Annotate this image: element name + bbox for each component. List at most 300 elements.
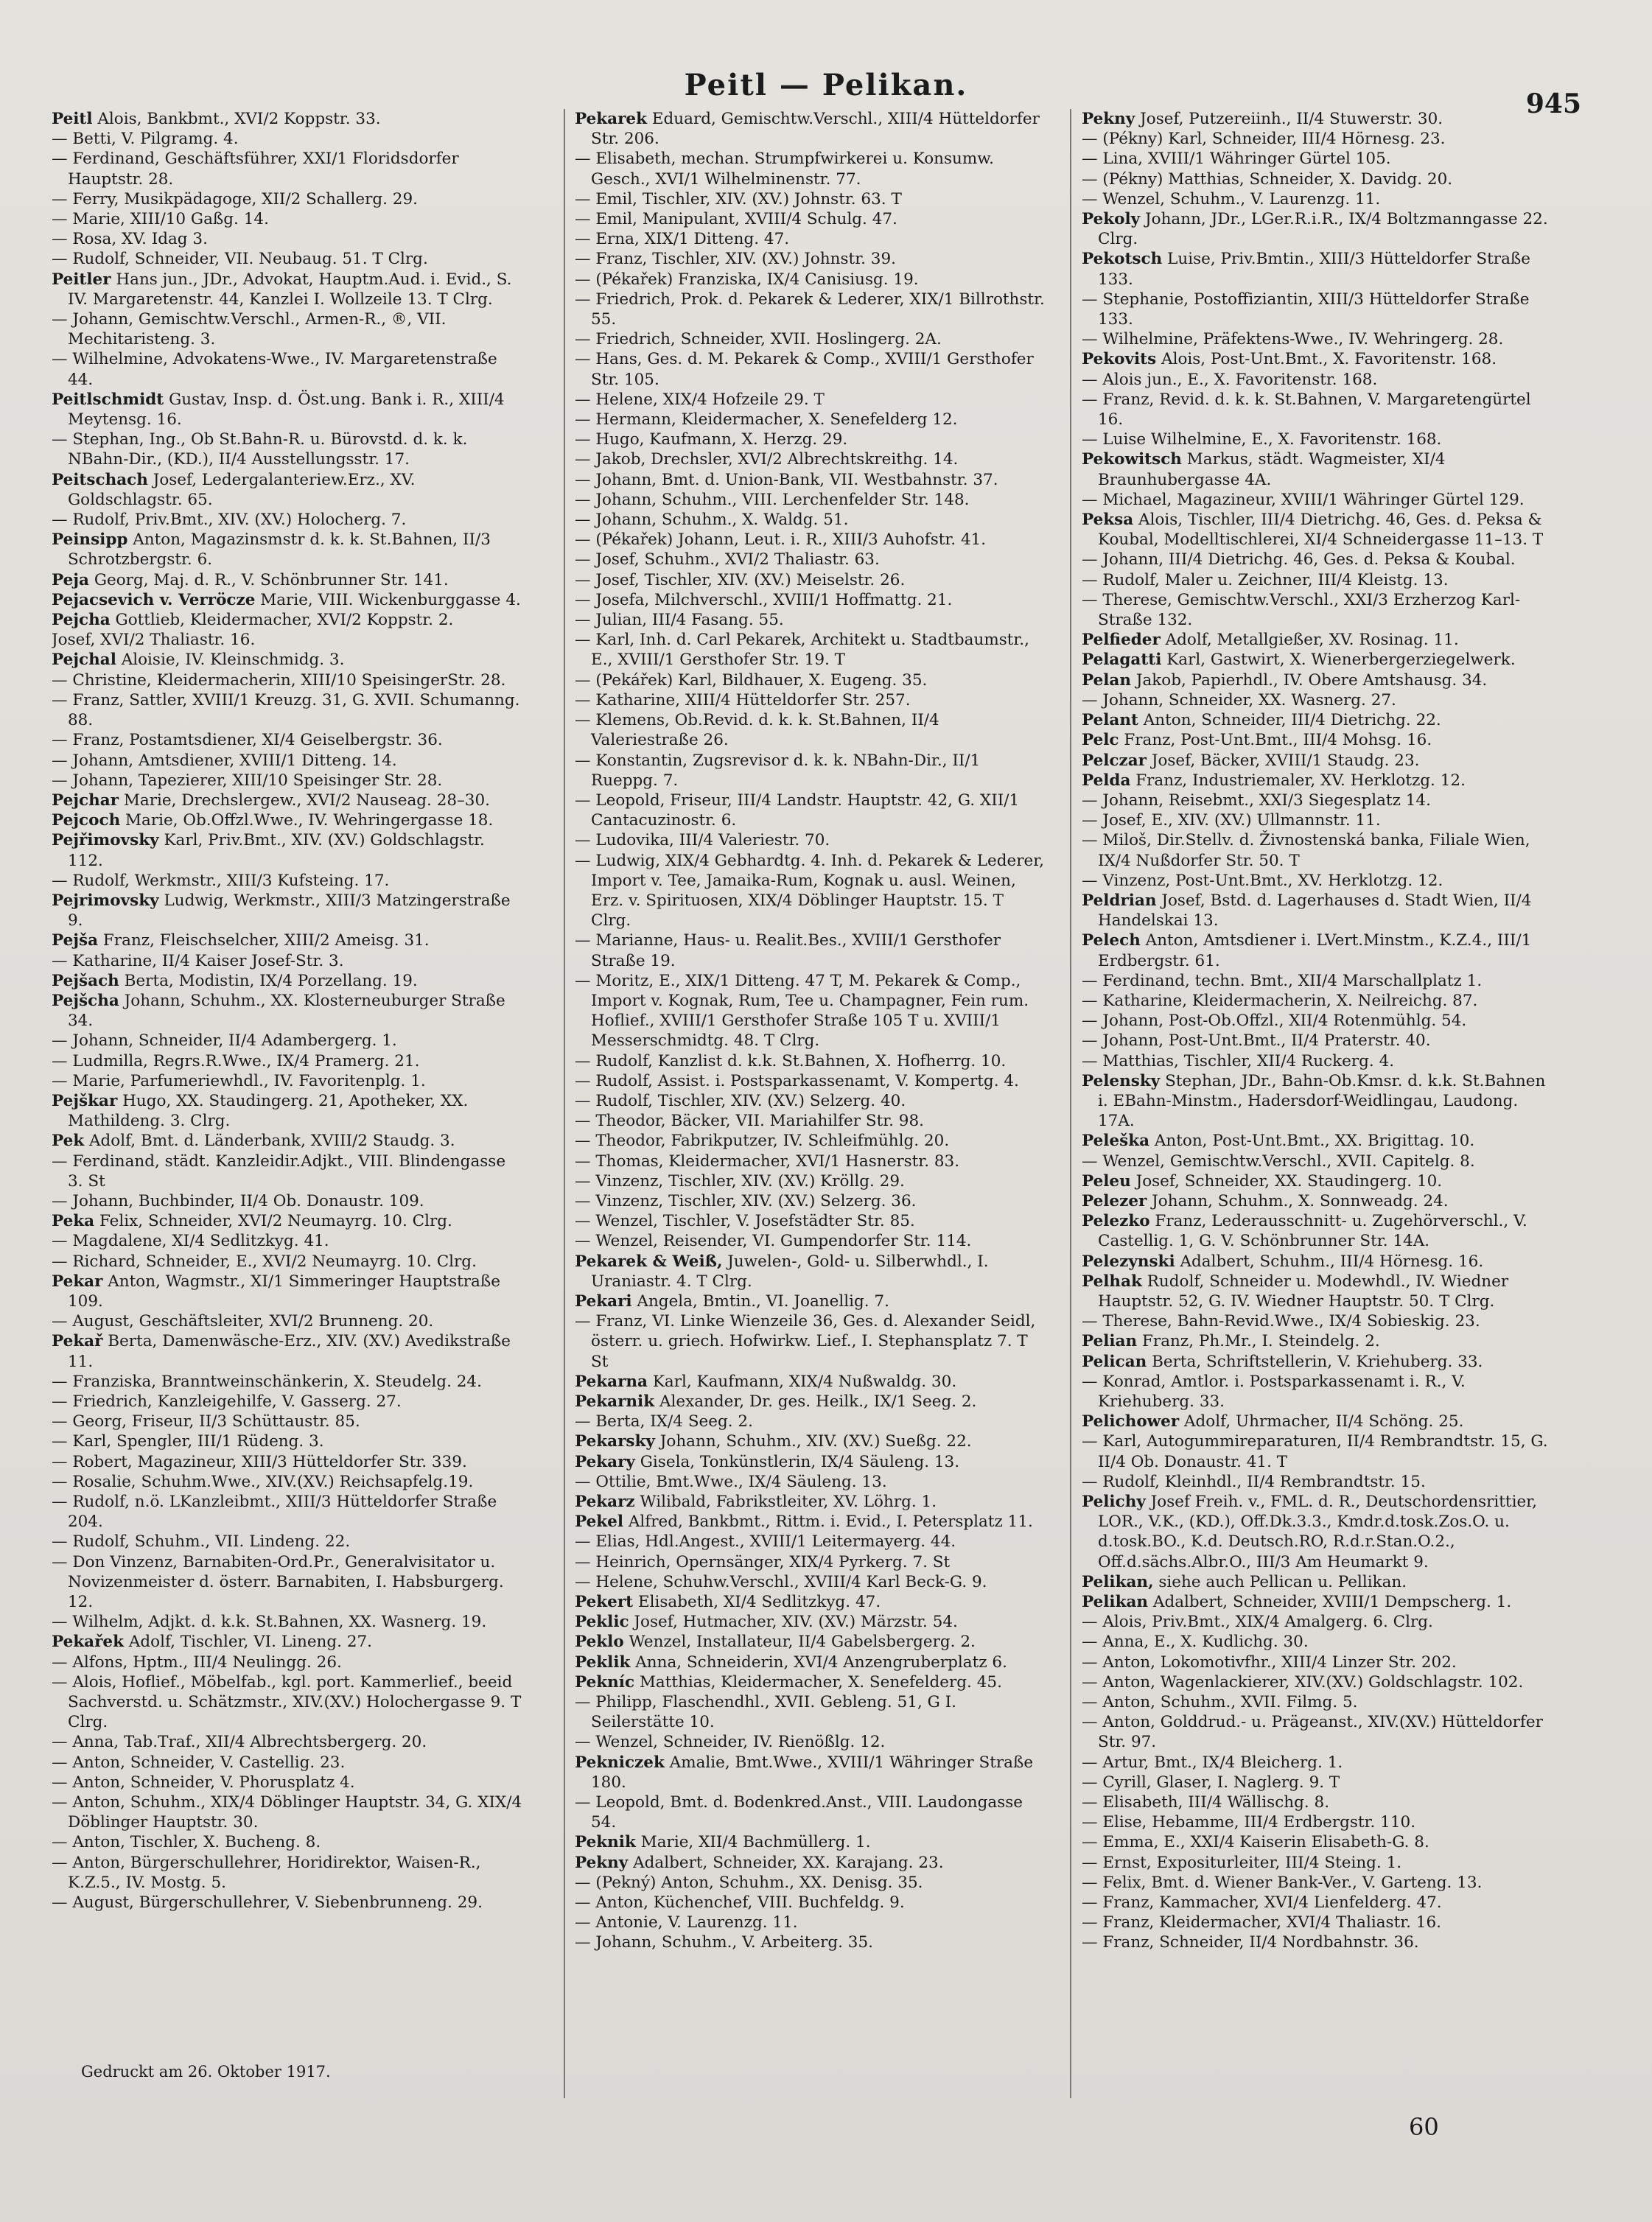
directory-entry (1082, 1272, 1555, 1311)
entry-surname: Pelc (1082, 731, 1119, 750)
entry-details: — Wenzel, Gemischtw.Verschl., XVII. Capitelg. 8. (1082, 1152, 1475, 1171)
entry-details: — Karl, Inh. d. Carl Pekarek, Architekt u. Stadtbaumstr., E., XVIII/1 Gersthofer Str. 19. T (575, 631, 1029, 670)
entry-details: — Marie, Parfumeriewhdl., IV. Favoritenplg. 1. (52, 1071, 426, 1090)
entry-details: Matthias, Kleidermacher, X. Senefelderg. 45. (634, 1672, 1002, 1692)
entry-details: — Johann, Buchbinder, II/4 Ob. Donaustr. 109. (52, 1191, 424, 1210)
directory-entry (575, 1893, 1048, 1913)
entry-surname: Peinsipp (52, 530, 128, 550)
directory-entry (1082, 1653, 1555, 1672)
directory-entry (52, 730, 525, 750)
entry-details: — Friedrich, Kanzleigehilfe, V. Gasserg. 27. (52, 1392, 402, 1411)
entry-details: — Josef, E., XIV. (XV.) Ullmannstr. 11. (1082, 811, 1381, 830)
entry-surname: Pekowitsch (1082, 450, 1182, 469)
directory-entry (1082, 189, 1555, 209)
directory-entry (1082, 1171, 1555, 1191)
entry-details: — Anna, E., X. Kudlichg. 30. (1082, 1633, 1309, 1652)
entry-details: — Anton, Golddrud.- u. Prägeanst., XIV.(XV.) Hütteldorfer Str. 97. (1082, 1713, 1543, 1752)
directory-entry (1082, 370, 1555, 390)
entry-surname: Pekari (575, 1292, 632, 1311)
entry-details: Juwelen-, Gold- u. Silberwhdl., I. Uraniastr. 4. T Clrg. (591, 1252, 989, 1291)
entry-details: — Rudolf, Kanzlist d. k.k. St.Bahnen, X. Hofherrg. 10. (575, 1051, 1007, 1070)
directory-entry (1082, 1071, 1555, 1132)
entry-details: Josef, Bäcker, XVIII/1 Staudg. 23. (1147, 751, 1420, 770)
directory-entry (575, 550, 1048, 569)
entry-details: — Johann, Post-Unt.Bmt., II/4 Praterstr. 40. (1082, 1031, 1431, 1051)
entry-details: — Don Vinzenz, Barnabiten-Ord.Pr., Generalvisitator u. Novizenmeister d. österr. Barnabiten, I. Habsburgerg. 12. (52, 1552, 504, 1612)
entry-details: — Josef, Schuhm., XVI/2 Thaliastr. 63. (575, 550, 880, 569)
entry-surname: Pelian (1082, 1332, 1138, 1351)
entry-details: — Johann, Schuhm., V. Arbeiterg. 35. (575, 1933, 873, 1952)
directory-entry (52, 1832, 525, 1852)
entry-surname: Peleu (1082, 1171, 1131, 1191)
directory-entry (52, 1031, 525, 1051)
entry-surname: Peklik (575, 1653, 631, 1672)
directory-entry (1082, 550, 1555, 569)
directory-entry (1082, 1873, 1555, 1893)
directory-entry (52, 1431, 525, 1451)
entry-surname: Pelezko (1082, 1212, 1150, 1231)
entry-details: Karl, Priv.Bmt., XIV. (XV.) Goldschlagstr. 112. (68, 831, 485, 870)
page-title: Peitl — Pelikan. (684, 68, 968, 102)
entry-details: — Marianne, Haus- u. Realit.Bes., XVIII/1 Gersthofer Straße 19. (575, 931, 1001, 970)
entry-surname: Pelfieder (1082, 631, 1161, 650)
directory-entry (1082, 1372, 1555, 1412)
directory-entry (575, 490, 1048, 510)
directory-entry (575, 1452, 1048, 1472)
directory-entry (575, 1252, 1048, 1292)
directory-entry (1082, 1051, 1555, 1071)
entry-details: — Konrad, Amtlor. i. Postsparkassenamt i. R., V. Kriehuberg. 33. (1082, 1372, 1466, 1411)
entry-details: — Lina, XVIII/1 Währinger Gürtel 105. (1082, 150, 1391, 169)
directory-entry (52, 530, 525, 569)
directory-entry (575, 1392, 1048, 1412)
entry-details: — Artur, Bmt., IX/4 Bleicherg. 1. (1082, 1753, 1343, 1772)
directory-entry (1082, 490, 1555, 510)
entry-details: — Franz, Schneider, II/4 Nordbahnstr. 36. (1082, 1933, 1419, 1952)
entry-details: Johann, Schuhm., XIV. (XV.) Sueßg. 22. (654, 1432, 972, 1451)
directory-entry (575, 1431, 1048, 1451)
entry-details: — Karl, Spengler, III/1 Rüdeng. 3. (52, 1432, 324, 1451)
entry-details: Anton, Magazinsmstr d. k. k. St.Bahnen, II/3 Schrotzbergstr. 6. (68, 530, 491, 569)
directory-entry (575, 1211, 1048, 1231)
entry-details: — Anton, Wagenlackierer, XIV.(XV.) Goldschlagstr. 102. (1082, 1672, 1524, 1692)
entry-surname: Peldrian (1082, 891, 1157, 910)
directory-entry (52, 1672, 525, 1733)
directory-entry (52, 1612, 525, 1632)
directory-entry (52, 1792, 525, 1832)
entry-details: Berta, Damenwäsche-Erz., XIV. (XV.) Avedikstraße 11. (68, 1332, 511, 1371)
directory-entry (575, 1231, 1048, 1251)
entry-surname: Pekniczek (575, 1753, 665, 1772)
entry-surname: Pekarsky (575, 1432, 655, 1451)
entry-details: — Rudolf, Tischler, XIV. (XV.) Selzerg. 40. (575, 1091, 906, 1110)
entry-surname: Peitlschmidt (52, 390, 164, 409)
entry-surname: Pelda (1082, 771, 1131, 790)
directory-entry (575, 751, 1048, 791)
entry-details: — Franz, VI. Linke Wienzeile 36, Ges. d. Alexander Seidl, österr. u. griech. Hofwirkw. Lief., I. Stephansplatz 7. T St (575, 1312, 1036, 1371)
directory-entry (52, 690, 525, 730)
entry-surname: Pekotsch (1082, 250, 1163, 269)
directory-entry (1082, 830, 1555, 870)
entry-details: Johann, Schuhm., X. Sonnweadg. 24. (1147, 1191, 1449, 1210)
directory-entry (575, 1111, 1048, 1131)
directory-entry (52, 1252, 525, 1272)
directory-entry (52, 1732, 525, 1752)
directory-entry (575, 1051, 1048, 1071)
directory-entry (575, 530, 1048, 550)
directory-entry (52, 871, 525, 891)
entry-surname: Pelhak (1082, 1272, 1142, 1291)
directory-entry (575, 430, 1048, 449)
entry-surname: Pelech (1082, 931, 1141, 950)
directory-entry (575, 1913, 1048, 1932)
entry-surname: Pelican (1082, 1352, 1147, 1371)
directory-entry (575, 930, 1048, 970)
entry-details: Eduard, Gemischtw.Verschl., XIII/4 Hütteldorfer Str. 206. (591, 110, 1040, 149)
directory-entry (575, 1692, 1048, 1732)
directory-entry (1082, 630, 1555, 650)
directory-entry (52, 1632, 525, 1652)
directory-entry (52, 1231, 525, 1251)
directory-entry (1082, 1792, 1555, 1812)
sheet-number: 60 (1409, 2113, 1439, 2141)
entry-details: — Ludmilla, Regrs.R.Wwe., IX/4 Pramerg. 21. (52, 1051, 420, 1070)
directory-entry (1082, 1572, 1555, 1592)
entry-surname: Pejchar (52, 791, 119, 810)
entry-surname: Pejřimovsky (52, 831, 159, 850)
directory-entry (1082, 670, 1555, 690)
entry-details: Stephan, JDr., Bahn-Ob.Kmsr. d. k.k. St.Bahnen i. EBahn-Minstm., Hadersdorf-Weidlingau, Laudong. 17A. (1098, 1071, 1546, 1131)
directory-entry (1082, 290, 1555, 329)
directory-entry (52, 109, 525, 129)
entry-details: Amalie, Bmt.Wwe., XVIII/1 Währinger Straße 180. (591, 1753, 1034, 1792)
entry-details: — Elias, Hdl.Angest., XVIII/1 Leitermayerg. 44. (575, 1532, 956, 1552)
entry-details: — Ferdinand, städt. Kanzleidir.Adjkt., VIII. Blindengasse 3. St (52, 1152, 506, 1191)
entry-details: — Stephanie, Postoffiziantin, XIII/3 Hütteldorfer Straße 133. (1082, 290, 1530, 329)
entry-surname: Pejškar (52, 1091, 118, 1110)
entry-details: Luise, Priv.Bmtin., XIII/3 Hütteldorfer Straße 133. (1098, 250, 1530, 289)
directory-entry (1082, 149, 1555, 169)
entry-details: — Wenzel, Schuhm., V. Laurenzg. 11. (1082, 189, 1381, 208)
directory-entry (575, 1171, 1048, 1191)
directory-entry (52, 1272, 525, 1311)
entry-details: — Vinzenz, Tischler, XIV. (XV.) Selzerg. 36. (575, 1191, 917, 1210)
directory-entry (575, 1191, 1048, 1211)
entry-surname: Peklic (575, 1613, 629, 1632)
entry-details: Alois, Tischler, III/4 Dietrichg. 46, Ges. d. Peksa & Koubal, Modelltischlerei, XI/4 Schneidergasse 11–13. T (1098, 511, 1544, 550)
directory-entry (575, 830, 1048, 850)
entry-details: — Ludwig, XIX/4 Gebhardtg. 4. Inh. d. Pekarek & Lederer, Import v. Tee, Jamaika-Rum, Kognak u. ausl. Weinen, Erz. v. Spirituosen, XIX/4 Döblinger Hauptstr. 15. T Clrg. (575, 851, 1045, 930)
entry-details: — August, Bürgerschullehrer, V. Siebenbrunneng. 29. (52, 1893, 483, 1913)
directory-entry (52, 670, 525, 690)
directory-entry (1082, 1853, 1555, 1873)
directory-entry (52, 650, 525, 670)
column-3 (1082, 109, 1555, 2098)
entry-details: — Anton, Schneider, V. Phorusplatz 4. (52, 1773, 355, 1792)
entry-details: — Ferdinand, techn. Bmt., XII/4 Marschallplatz 1. (1082, 971, 1483, 990)
directory-entry (575, 670, 1048, 690)
directory-entry (1082, 1893, 1555, 1913)
entry-details: Johann, JDr., LGer.R.i.R., IX/4 Boltzmanngasse 22. Clrg. (1098, 210, 1548, 249)
entry-details: — Leopold, Bmt. d. Bodenkred.Anst., VIII. Laudongasse 54. (575, 1793, 1023, 1832)
entry-details: — Cyrill, Glaser, I. Naglerg. 9. T (1082, 1773, 1340, 1792)
directory-entry (575, 630, 1048, 670)
directory-entry (52, 751, 525, 771)
directory-entry (1082, 650, 1555, 670)
entry-details: — Therese, Gemischtw.Verschl., XXI/3 Erzherzog Karl-Straße 132. (1082, 590, 1521, 630)
directory-entry (52, 590, 525, 610)
directory-entry (575, 851, 1048, 931)
entry-details: — Franz, Sattler, XVIII/1 Kreuzg. 31, G. XVII. Schumanng. 88. (52, 690, 520, 730)
directory-entry (575, 1572, 1048, 1592)
entry-details: — Marie, XIII/10 Gaßg. 14. (52, 210, 269, 229)
entry-details: — Vinzenz, Post-Unt.Bmt., XV. Herklotzg. 12. (1082, 871, 1443, 890)
page-number: 945 (1525, 88, 1581, 119)
entry-details: — Michael, Magazineur, XVIII/1 Währinger Gürtel 129. (1082, 490, 1525, 509)
directory-entry (1082, 109, 1555, 129)
directory-entry (1082, 771, 1555, 791)
entry-surname: Pekny (575, 1853, 629, 1872)
directory-entry (575, 449, 1048, 469)
directory-entry (52, 1071, 525, 1091)
entry-details: Hugo, XX. Staudingerg. 21, Apotheker, XX. Mathildeng. 3. Clrg. (68, 1091, 469, 1131)
directory-entry (52, 1331, 525, 1371)
entry-details: — Rosalie, Schuhm.Wwe., XIV.(XV.) Reichsapfelg.19. (52, 1472, 474, 1491)
directory-entry (575, 1612, 1048, 1632)
entry-details: Franz, Post-Unt.Bmt., III/4 Mohsg. 16. (1119, 731, 1432, 750)
entry-details: Angela, Bmtin., VI. Joanellig. 7. (631, 1292, 889, 1311)
directory-entry (575, 1592, 1048, 1612)
directory-entry (1082, 991, 1555, 1011)
entry-details: Josef, Schneider, XX. Staudingerg. 10. (1130, 1171, 1443, 1191)
entry-details: — Franz, Revid. d. k. k. St.Bahnen, V. Margaretengürtel 16. (1082, 390, 1531, 430)
entry-surname: Pekař (52, 1332, 103, 1351)
directory-entry (1082, 1592, 1555, 1612)
entry-details: Gottlieb, Kleidermacher, XVI/2 Koppstr. 2. (110, 611, 454, 630)
directory-entry (575, 1632, 1048, 1652)
entry-surname: Pekarna (575, 1372, 648, 1391)
directory-entry (52, 570, 525, 590)
entry-details: Josef, Ledergalanteriew.Erz., XV. Goldschlagstr. 65. (68, 470, 416, 509)
entry-surname: Pejša (52, 931, 99, 950)
entry-details: Josef, Hutmacher, XIV. (XV.) Märzstr. 54. (629, 1613, 958, 1632)
entry-details: — Moritz, E., XIX/1 Ditteng. 47 T, M. Pekarek & Comp., Import v. Kognak, Rum, Tee u. Champagner, Fein rum. Hoflief., XVIII/1 Gersthofer Straße 105 T u. XVIII/1 Messerschmidtg. 48. T Clrg. (575, 971, 1029, 1051)
directory-entry (52, 610, 525, 630)
entry-surname: Pelezer (1082, 1191, 1147, 1210)
directory-entry (1082, 810, 1555, 830)
entry-details: Marie, VIII. Wickenburggasse 4. (255, 590, 521, 609)
entry-details: — Katharine, XIII/4 Hütteldorfer Str. 257. (575, 690, 911, 709)
directory-entry (575, 1672, 1048, 1692)
directory-entry (575, 1292, 1048, 1311)
entry-details: Alois, Post-Unt.Bmt., X. Favoritenstr. 168. (1156, 350, 1497, 369)
entry-details: — Franziska, Branntweinschänkerin, X. Steudelg. 24. (52, 1372, 482, 1391)
directory-entry (52, 209, 525, 229)
entry-details: — Ferry, Musikpädagoge, XII/2 Schallerg. 29. (52, 189, 418, 208)
directory-entry (575, 1753, 1048, 1792)
directory-entry (575, 270, 1048, 290)
directory-entry (575, 249, 1048, 269)
entry-details: — Rosa, XV. Idag 3. (52, 230, 208, 249)
entry-details: Hans jun., JDr., Advokat, Hauptm.Aud. i. Evid., S. IV. Margaretenstr. 44, Kanzlei I. Wollzeile 13. T Clrg. (68, 270, 512, 309)
directory-entry (575, 610, 1048, 630)
directory-entry (1082, 891, 1555, 930)
entry-details: Alois, Bankbmt., XVI/2 Koppstr. 33. (92, 110, 381, 128)
directory-entry (1082, 1131, 1555, 1151)
directory-entry (52, 149, 525, 189)
directory-entry (1082, 1612, 1555, 1632)
directory-entry (1082, 329, 1555, 349)
directory-entry (52, 1051, 525, 1071)
directory-entry (52, 1211, 525, 1231)
directory-entry (575, 1552, 1048, 1572)
entry-surname: Pelagatti (1082, 651, 1162, 670)
directory-entry (52, 1893, 525, 1913)
entry-details: — Johann, Gemischtw.Verschl., Armen-R., ®, VII. Mechitaristeng. 3. (52, 310, 447, 349)
directory-entry (575, 329, 1048, 349)
entry-details: — August, Geschäftsleiter, XVI/2 Brunneng. 20. (52, 1312, 434, 1331)
entry-surname: Peitschach (52, 470, 148, 489)
directory-entry (1082, 570, 1555, 590)
entry-details: — (Pekný) Anton, Schuhm., XX. Denisg. 35. (575, 1873, 923, 1892)
entry-surname: Pekoly (1082, 210, 1141, 229)
entry-details: — Anton, Schuhm., XIX/4 Döblinger Hauptstr. 34, G. XIX/4 Döblinger Hauptstr. 30. (52, 1793, 522, 1832)
directory-entry (52, 470, 525, 510)
entry-details: Felix, Schneider, XVI/2 Neumayrg. 10. Clrg. (94, 1212, 452, 1231)
directory-entry (52, 129, 525, 149)
entry-surname: Peknik (575, 1833, 636, 1852)
directory-entry (52, 1392, 525, 1412)
entry-details: — Anton, Bürgerschullehrer, Horidirektor, Waisen-R., K.Z.5., IV. Mostg. 5. (52, 1853, 481, 1892)
entry-details: Adalbert, Schneider, XX. Karajang. 23. (628, 1853, 944, 1872)
directory-entry (1082, 1331, 1555, 1351)
entry-details: — Christine, Kleidermacherin, XIII/10 SpeisingerStr. 28. (52, 670, 506, 690)
directory-entry (52, 309, 525, 349)
entry-details: — Rudolf, n.ö. LKanzleibmt., XIII/3 Hütteldorfer Straße 204. (52, 1493, 497, 1532)
directory-entry (575, 710, 1048, 750)
directory-entry (52, 771, 525, 791)
entry-details: — Elisabeth, III/4 Wällischg. 8. (1082, 1793, 1330, 1812)
directory-entry (1082, 590, 1555, 630)
entry-details: Adalbert, Schuhm., III/4 Hörnesg. 16. (1175, 1252, 1484, 1271)
entry-details: — Berta, IX/4 Seeg. 2. (575, 1412, 753, 1431)
entry-details: — Theodor, Bäcker, VII. Mariahilfer Str. 98. (575, 1112, 924, 1131)
entry-surname: Pekar (52, 1272, 103, 1291)
entry-details: — Ferdinand, Geschäftsführer, XXI/1 Floridsdorfer Hauptstr. 28. (52, 150, 459, 189)
entry-details: — Vinzenz, Tischler, XIV. (XV.) Kröllg. 29. (575, 1171, 905, 1191)
entry-details: — Karl, Autogummireparaturen, II/4 Rembrandtstr. 15, G. II/4 Ob. Donaustr. 41. T (1082, 1432, 1548, 1471)
entry-details: — Ludovika, III/4 Valeriestr. 70. (575, 831, 830, 850)
directory-entry (52, 810, 525, 830)
directory-entry (52, 930, 525, 950)
directory-entry (575, 1792, 1048, 1832)
directory-entry (575, 1091, 1048, 1111)
entry-surname: Pejcoch (52, 811, 121, 830)
entry-details: — Thomas, Kleidermacher, XVI/1 Hasnerstr. 83. (575, 1152, 960, 1171)
directory-entry (1082, 1252, 1555, 1272)
directory-entry (575, 791, 1048, 830)
directory-entry (52, 971, 525, 991)
entry-details: — Johann, Bmt. d. Union-Bank, VII. Westbahnstr. 37. (575, 470, 998, 489)
entry-details: Wenzel, Installateur, II/4 Gabelsbergerg. 2. (623, 1633, 976, 1652)
entry-surname: Peitl (52, 110, 93, 128)
directory-entry (52, 1653, 525, 1672)
directory-entry (52, 891, 525, 930)
entry-details: — Matthias, Tischler, XII/4 Ruckerg. 4. (1082, 1051, 1395, 1070)
entry-surname: Peklo (575, 1633, 624, 1652)
directory-entry (1082, 1011, 1555, 1031)
directory-entry (575, 410, 1048, 430)
entry-details: Anton, Amtsdiener i. LVert.Minstm., K.Z.4., III/1 Erdbergstr. 61. (1098, 931, 1532, 970)
directory-entry (575, 1412, 1048, 1431)
entry-details: — Franz, Tischler, XIV. (XV.) Johnstr. 39. (575, 250, 896, 269)
entry-details: Berta, Schriftstellerin, V. Kriehuberg. 33. (1147, 1352, 1483, 1371)
directory-entry (575, 290, 1048, 329)
column-divider (564, 109, 565, 2098)
entry-details: Franz, Industriemaler, XV. Herklotzg. 12. (1130, 771, 1466, 790)
directory-entry (52, 390, 525, 430)
entry-details: — Josef, Tischler, XIV. (XV.) Meiselstr. 26. (575, 570, 906, 589)
entry-surname: Pejšach (52, 971, 119, 990)
entry-details: — Elisabeth, mechan. Strumpfwirkerei u. Konsumw. Gesch., XVI/1 Wilhelminenstr. 77. (575, 150, 994, 189)
entry-surname: Pejchal (52, 651, 116, 670)
directory-entry (52, 1773, 525, 1792)
entry-details: — Erna, XIX/1 Ditteng. 47. (575, 230, 790, 249)
entry-details: — Ottilie, Bmt.Wwe., IX/4 Säuleng. 13. (575, 1472, 887, 1491)
entry-details: — Stephan, Ing., Ob St.Bahn-R. u. Bürovstd. d. k. k. NBahn-Dir., (KD.), II/4 Ausstellungsstr. 17. (52, 430, 468, 469)
directory-entry (1082, 1311, 1555, 1331)
entry-details: Markus, städt. Wagmeister, XI/4 Braunhubergasse 4A. (1098, 450, 1446, 489)
entry-details: Franz, Fleischselcher, XIII/2 Ameisg. 31. (98, 931, 430, 950)
entry-details: — Friedrich, Prok. d. Pekarek & Lederer, XIX/1 Billrothstr. 55. (575, 290, 1045, 329)
entry-surname: Pekny (1082, 110, 1135, 128)
entry-details: Karl, Kaufmann, XIX/4 Nußwaldg. 30. (648, 1372, 957, 1391)
directory-entry (52, 1152, 525, 1191)
entry-details: Johann, Schuhm., XX. Klosterneuburger Straße 34. (68, 991, 505, 1031)
entry-details: — Friedrich, Schneider, XVII. Hoslingerg. 2A. (575, 330, 942, 349)
entry-details: — Katharine, Kleidermacherin, X. Neilreichg. 87. (1082, 991, 1478, 1010)
entry-details: Anton, Schneider, III/4 Dietrichg. 22. (1138, 711, 1441, 730)
directory-entry (1082, 209, 1555, 249)
directory-entry (575, 1472, 1048, 1492)
entry-details: — Ernst, Expositurleiter, III/4 Steing. 1. (1082, 1853, 1402, 1872)
entry-details: — Franz, Kleidermacher, XVI/4 Thaliastr. 16. (1082, 1913, 1442, 1932)
entry-details: — (Pékny) Karl, Schneider, III/4 Hörnesg. 23. (1082, 130, 1446, 149)
directory-entry (575, 1532, 1048, 1552)
directory-entry (52, 1452, 525, 1472)
entry-details: Josef, Putzereiinh., II/4 Stuwerstr. 30. (1135, 110, 1443, 128)
entry-details: — Wilhelm, Adjkt. d. k.k. St.Bahnen, XX. Wasnerg. 19. (52, 1613, 487, 1632)
directory-entry (575, 1131, 1048, 1151)
column-divider (1070, 109, 1071, 2098)
entry-details: — Anton, Lokomotivfhr., XIII/4 Linzer Str. 202. (1082, 1653, 1457, 1672)
entry-details: — Katharine, II/4 Kaiser Josef-Str. 3. (52, 951, 344, 970)
directory-entry (1082, 1913, 1555, 1932)
entry-surname: Pekary (575, 1452, 635, 1471)
entry-details: Josef, XVI/2 Thaliastr. 16. (52, 631, 256, 650)
directory-entry (1082, 751, 1555, 771)
entry-details: — Betti, V. Pilgramg. 4. (52, 130, 239, 149)
directory-entry (1082, 710, 1555, 730)
directory-entry (52, 189, 525, 209)
directory-entry (1082, 1672, 1555, 1692)
entry-surname: Pekarek & Weiß, (575, 1252, 723, 1271)
entry-details: — Wenzel, Schneider, IV. Rienößlg. 12. (575, 1733, 886, 1752)
entry-surname: Peja (52, 570, 89, 589)
entry-details: — Antonie, V. Laurenzg. 11. (575, 1913, 798, 1932)
entry-details: — Rudolf, Assist. i. Postsparkassenamt, V. Kompertg. 4. (575, 1071, 1019, 1090)
entry-details: siehe auch Pellican u. Pellikan. (1153, 1572, 1407, 1591)
